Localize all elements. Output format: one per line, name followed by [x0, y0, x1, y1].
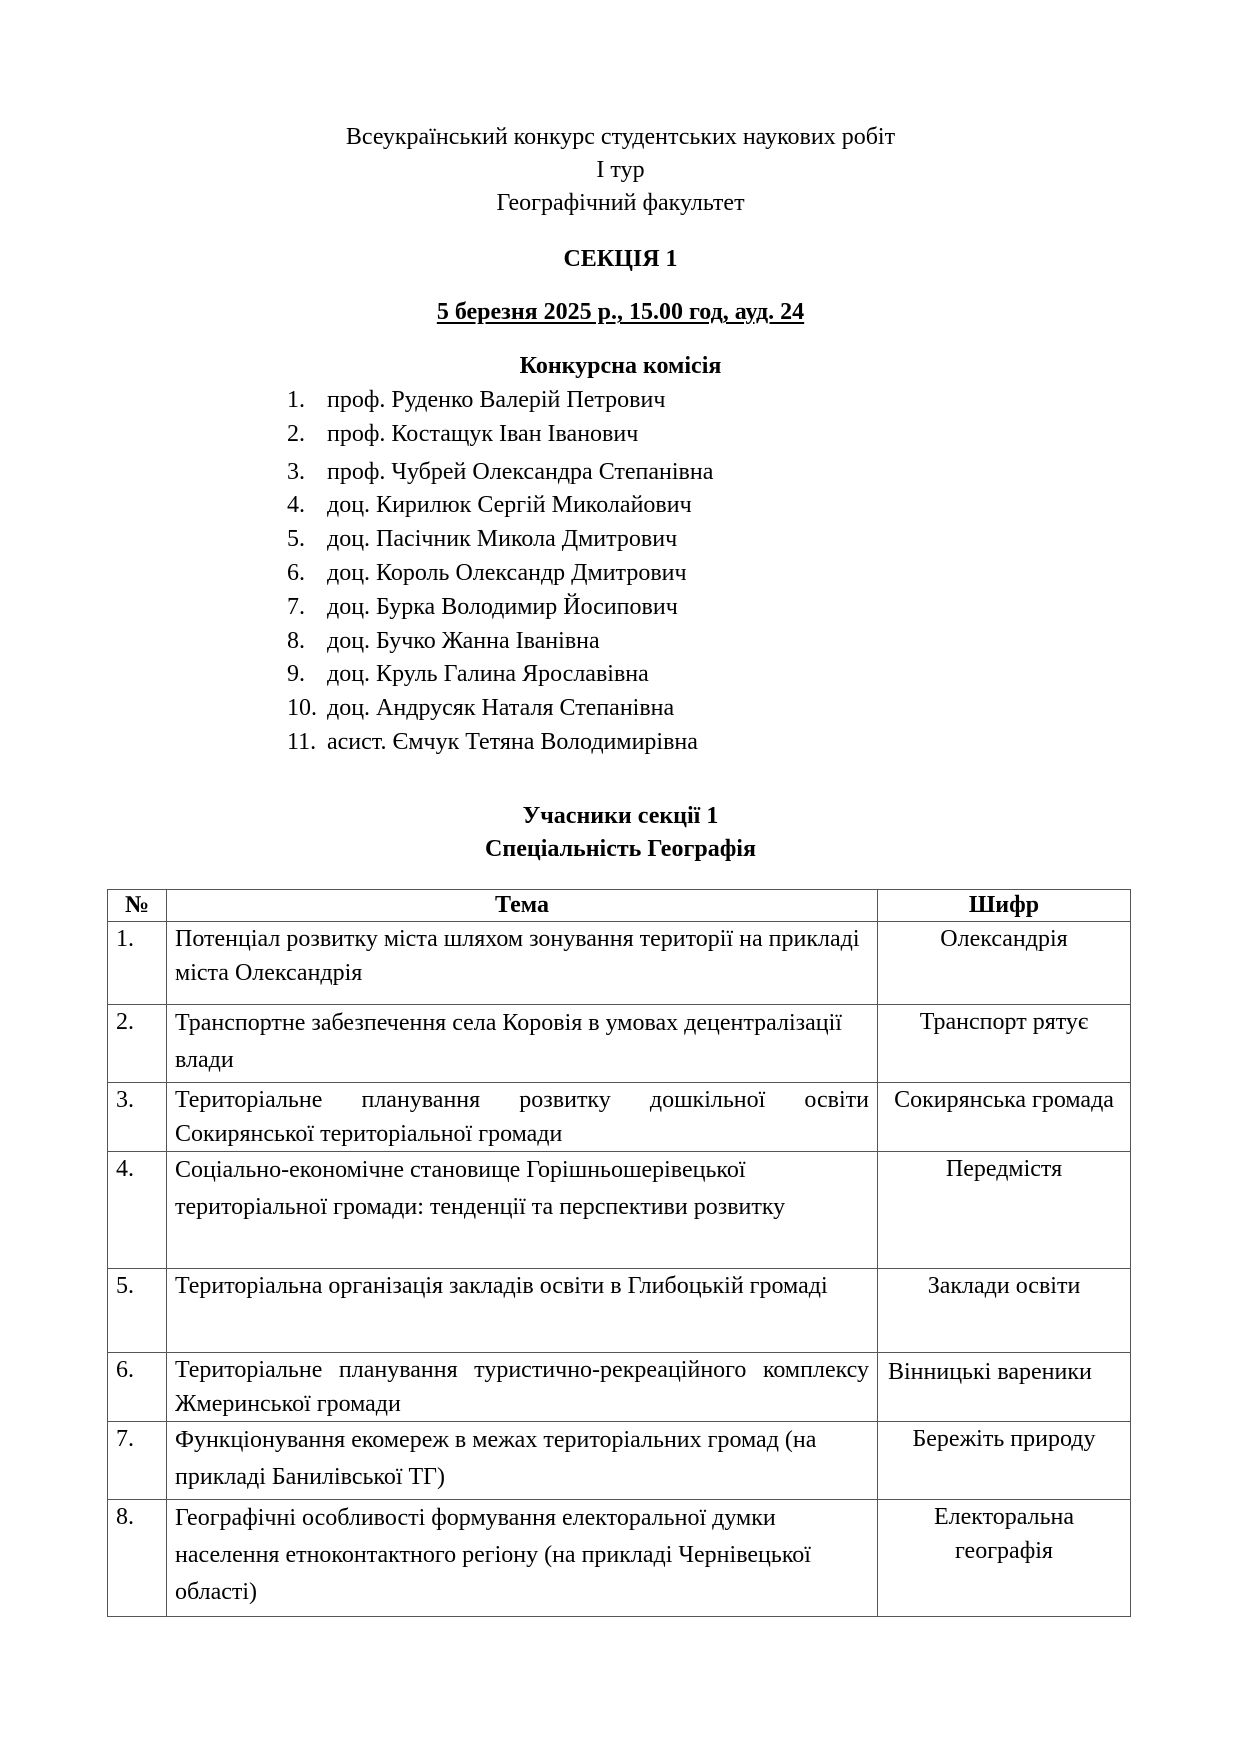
- row-number: 1.: [108, 922, 167, 1005]
- round-label: І тур: [596, 157, 645, 183]
- commission-member: 5. доц. Пасічник Микола Дмитрович: [287, 526, 678, 553]
- table-row: [108, 922, 1131, 1005]
- row-topic: Транспортне забезпечення села Коровія в умовах децентралізації влади: [167, 1005, 878, 1083]
- column-header-number: №: [108, 890, 167, 922]
- specialty-label: Спеціальність Географія: [485, 836, 756, 862]
- commission-member: 11. асист. Ємчук Тетяна Володимирівна: [287, 728, 698, 755]
- row-topic: Соціально-економічне становище Горішньошерівецької територіальної громади: тенденції та перспективи розвитку: [167, 1152, 878, 1269]
- row-number: 7.: [108, 1422, 167, 1500]
- row-code: Олександрія: [878, 922, 1131, 1005]
- commission-member: 9. доц. Круль Галина Ярославівна: [287, 661, 649, 688]
- participants-title: Учасники секції 1: [522, 803, 719, 829]
- row-topic: Територіальна організація закладів освіти в Глибоцькій громаді: [167, 1269, 878, 1353]
- commission-member: 10. доц. Андрусяк Наталя Степанівна: [287, 695, 675, 722]
- commission-list: [287, 384, 714, 760]
- commission-title: Конкурсна комісія: [519, 353, 722, 379]
- row-number: 2.: [108, 1005, 167, 1083]
- row-code: Сокирянська громада: [878, 1083, 1131, 1152]
- commission-member: 2. проф. Костащук Іван Іванович: [287, 420, 639, 447]
- row-code: Транспорт рятує: [878, 1005, 1131, 1083]
- table-row: [108, 1500, 1131, 1617]
- table-row: [108, 1083, 1131, 1152]
- column-header-code: Шифр: [878, 890, 1131, 922]
- commission-member: 7. доц. Бурка Володимир Йосипович: [287, 593, 678, 620]
- row-code: Заклади освіти: [878, 1269, 1131, 1353]
- row-topic: Потенціал розвитку міста шляхом зонування території на прикладі міста Олександрія: [167, 922, 878, 1005]
- contest-title: Всеукраїнський конкурс студентських наукових робіт: [345, 124, 896, 150]
- table-row: [108, 1422, 1131, 1500]
- row-number: 3.: [108, 1083, 167, 1152]
- faculty-label: Географічний факультет: [496, 190, 745, 216]
- commission-member: 1. проф. Руденко Валерій Петрович: [287, 387, 666, 413]
- row-topic: Географічні особливості формування електоральної думки населення етноконтактного регіону (на прикладі Чернівецької області): [167, 1500, 878, 1617]
- row-code: Бережіть природу: [878, 1422, 1131, 1500]
- session-info: 5 березня 2025 р., 15.00 год, ауд. 24: [436, 299, 805, 325]
- row-number: 8.: [108, 1500, 167, 1617]
- column-header-topic: Тема: [167, 890, 878, 922]
- table-row: [108, 1353, 1131, 1422]
- row-code: Електоральна географія: [878, 1500, 1131, 1617]
- commission-member: 3. проф. Чубрей Олександра Степанівна: [287, 458, 714, 485]
- commission-member: 8. доц. Бучко Жанна Іванівна: [287, 627, 600, 654]
- table-header-row: [108, 890, 1131, 922]
- row-code: Передмістя: [878, 1152, 1131, 1269]
- participants-table: [107, 889, 1131, 1617]
- row-number: 5.: [108, 1269, 167, 1353]
- row-number: 4.: [108, 1152, 167, 1269]
- row-topic: Територіальне планування туристично-рекреаційного комплексу Жмеринської громади: [167, 1353, 878, 1422]
- commission-member: 4. доц. Кирилюк Сергій Миколайович: [287, 492, 692, 519]
- row-number: 6.: [108, 1353, 167, 1422]
- table-row: [108, 1005, 1131, 1083]
- section-title: СЕКЦІЯ 1: [563, 246, 678, 272]
- row-code: Вінницькі вареники: [878, 1353, 1131, 1422]
- commission-member: 6. доц. Король Олександр Дмитрович: [287, 559, 687, 586]
- table-row: [108, 1269, 1131, 1353]
- table-row: [108, 1152, 1131, 1269]
- row-topic: Територіальне планування розвитку дошкільної освіти Сокирянської територіальної громади: [167, 1083, 878, 1152]
- row-topic: Функціонування екомереж в межах територіальних громад (на прикладі Банилівської ТГ): [167, 1422, 878, 1500]
